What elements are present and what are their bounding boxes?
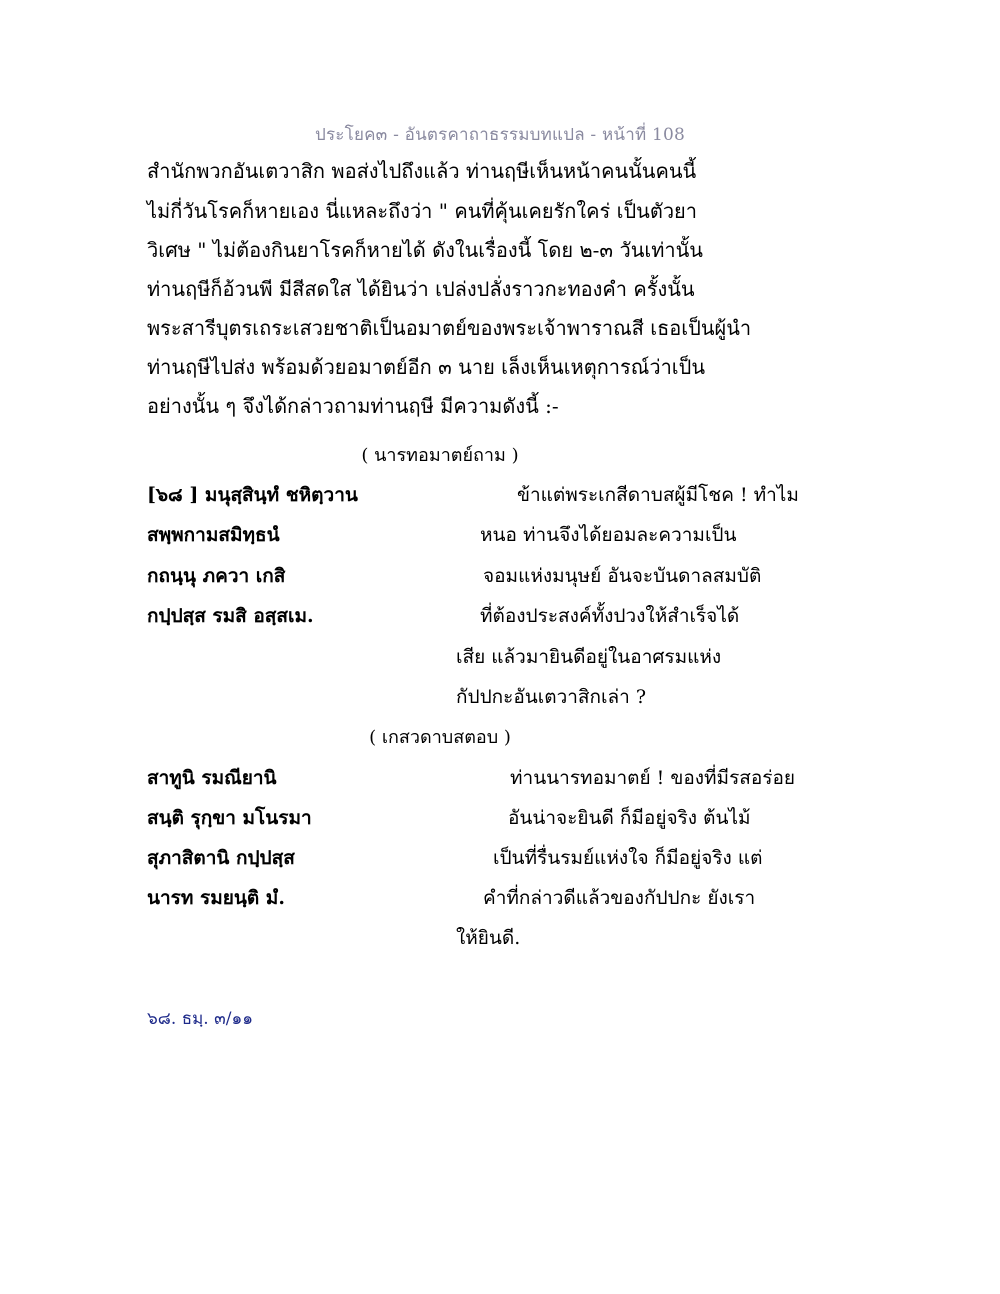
thai-translation-line: เป็นที่รื่นรมย์แห่งใจ ก็มีอยู่จริง แต่: [493, 847, 763, 869]
page-header: ประโยค๓ - อันตรคาถาธรรมบทแปล - หน้าที่ 108: [314, 125, 686, 145]
pali-verse-line: สพฺพกามสมิทฺธนํ: [147, 524, 280, 546]
intro-line: วิเศษ " ไม่ต้องกินยาโรคก็หายได้ ดังในเรื่องนี้ โดย ๒-๓ วันเท่านั้น: [147, 238, 703, 262]
thai-translation-line: จอมแห่งมนุษย์ อันจะบันดาลสมบัติ: [483, 565, 762, 587]
intro-line: พระสารีบุตรเถระเสวยชาติเป็นอมาตย์ของพระเจ้าพาราณสี เธอเป็นผู้นำ: [147, 316, 752, 340]
section-heading-answer: ( เกสวดาบสตอบ ): [369, 727, 511, 748]
pali-verse-line: สนฺติ รุกฺขา มโนรมา: [147, 807, 312, 829]
intro-line: ท่านฤษีไปส่ง พร้อมด้วยอมาตย์อีก ๓ นาย เล็งเห็นเหตุการณ์ว่าเป็น: [147, 355, 705, 379]
thai-translation-line: ท่านนารทอมาตย์ ! ของที่มีรสอร่อย: [510, 767, 796, 789]
pali-verse-line: [๖๘ ] มนุสฺสินฺทํ ชหิตฺวาน: [147, 484, 358, 506]
footnote: ๖๘. ธมฺ. ๓/๑๑: [147, 1009, 254, 1029]
section-heading-question: ( นารทอมาตย์ถาม ): [361, 445, 519, 466]
pali-verse-line: นารท รมยนฺติ มํ.: [147, 887, 285, 909]
intro-line: ไม่กี่วันโรคก็หายเอง นี่แหละถึงว่า " คนที่คุ้นเคยรักใคร่ เป็นตัวยา: [147, 199, 698, 223]
pali-verse-line: สุภาสิตานิ กปฺปสฺส: [147, 847, 295, 869]
thai-translation-line: คำที่กล่าวดีแล้วของกัปปกะ ยังเรา: [483, 887, 756, 909]
thai-translation-line: ที่ต้องประสงค์ทั้งปวงให้สำเร็จได้: [480, 605, 740, 627]
intro-line: อย่างนั้น ๆ จึงได้กล่าวถามท่านฤษี มีความดังนี้ :-: [147, 394, 559, 418]
thai-translation-line: เสีย แล้วมายินดีอยู่ในอาศรมแห่ง: [456, 646, 722, 668]
thai-translation-line: ข้าแต่พระเกสีดาบสผู้มีโชค ! ทำไม: [517, 484, 799, 506]
thai-translation-line: อันน่าจะยินดี ก็มีอยู่จริง ต้นไม้: [508, 807, 751, 829]
pali-verse-line: กถนฺนุ ภควา เกสิ: [147, 565, 286, 587]
thai-translation-line: ให้ยินดี.: [456, 927, 521, 949]
pali-verse-line: กปฺปสฺส รมสิ อสฺสเม.: [147, 605, 314, 627]
thai-translation-line: หนอ ท่านจึงได้ยอมละความเป็น: [480, 524, 737, 546]
intro-paragraph: [147, 152, 867, 426]
pali-verse-line: สาทูนิ รมณียานิ: [147, 767, 277, 789]
intro-line: สำนักพวกอันเตวาสิก พอส่งไปถึงแล้ว ท่านฤษีเห็นหน้าคนนั้นคนนี้: [147, 159, 697, 183]
intro-line: ท่านฤษีก็อ้วนพี มีสีสดใส ได้ยินว่า เปล่งปลั่งราวกะทองคำ ครั้งนั้น: [147, 277, 695, 301]
thai-translation-line: กัปปกะอันเตวาสิกเล่า ?: [456, 686, 647, 708]
